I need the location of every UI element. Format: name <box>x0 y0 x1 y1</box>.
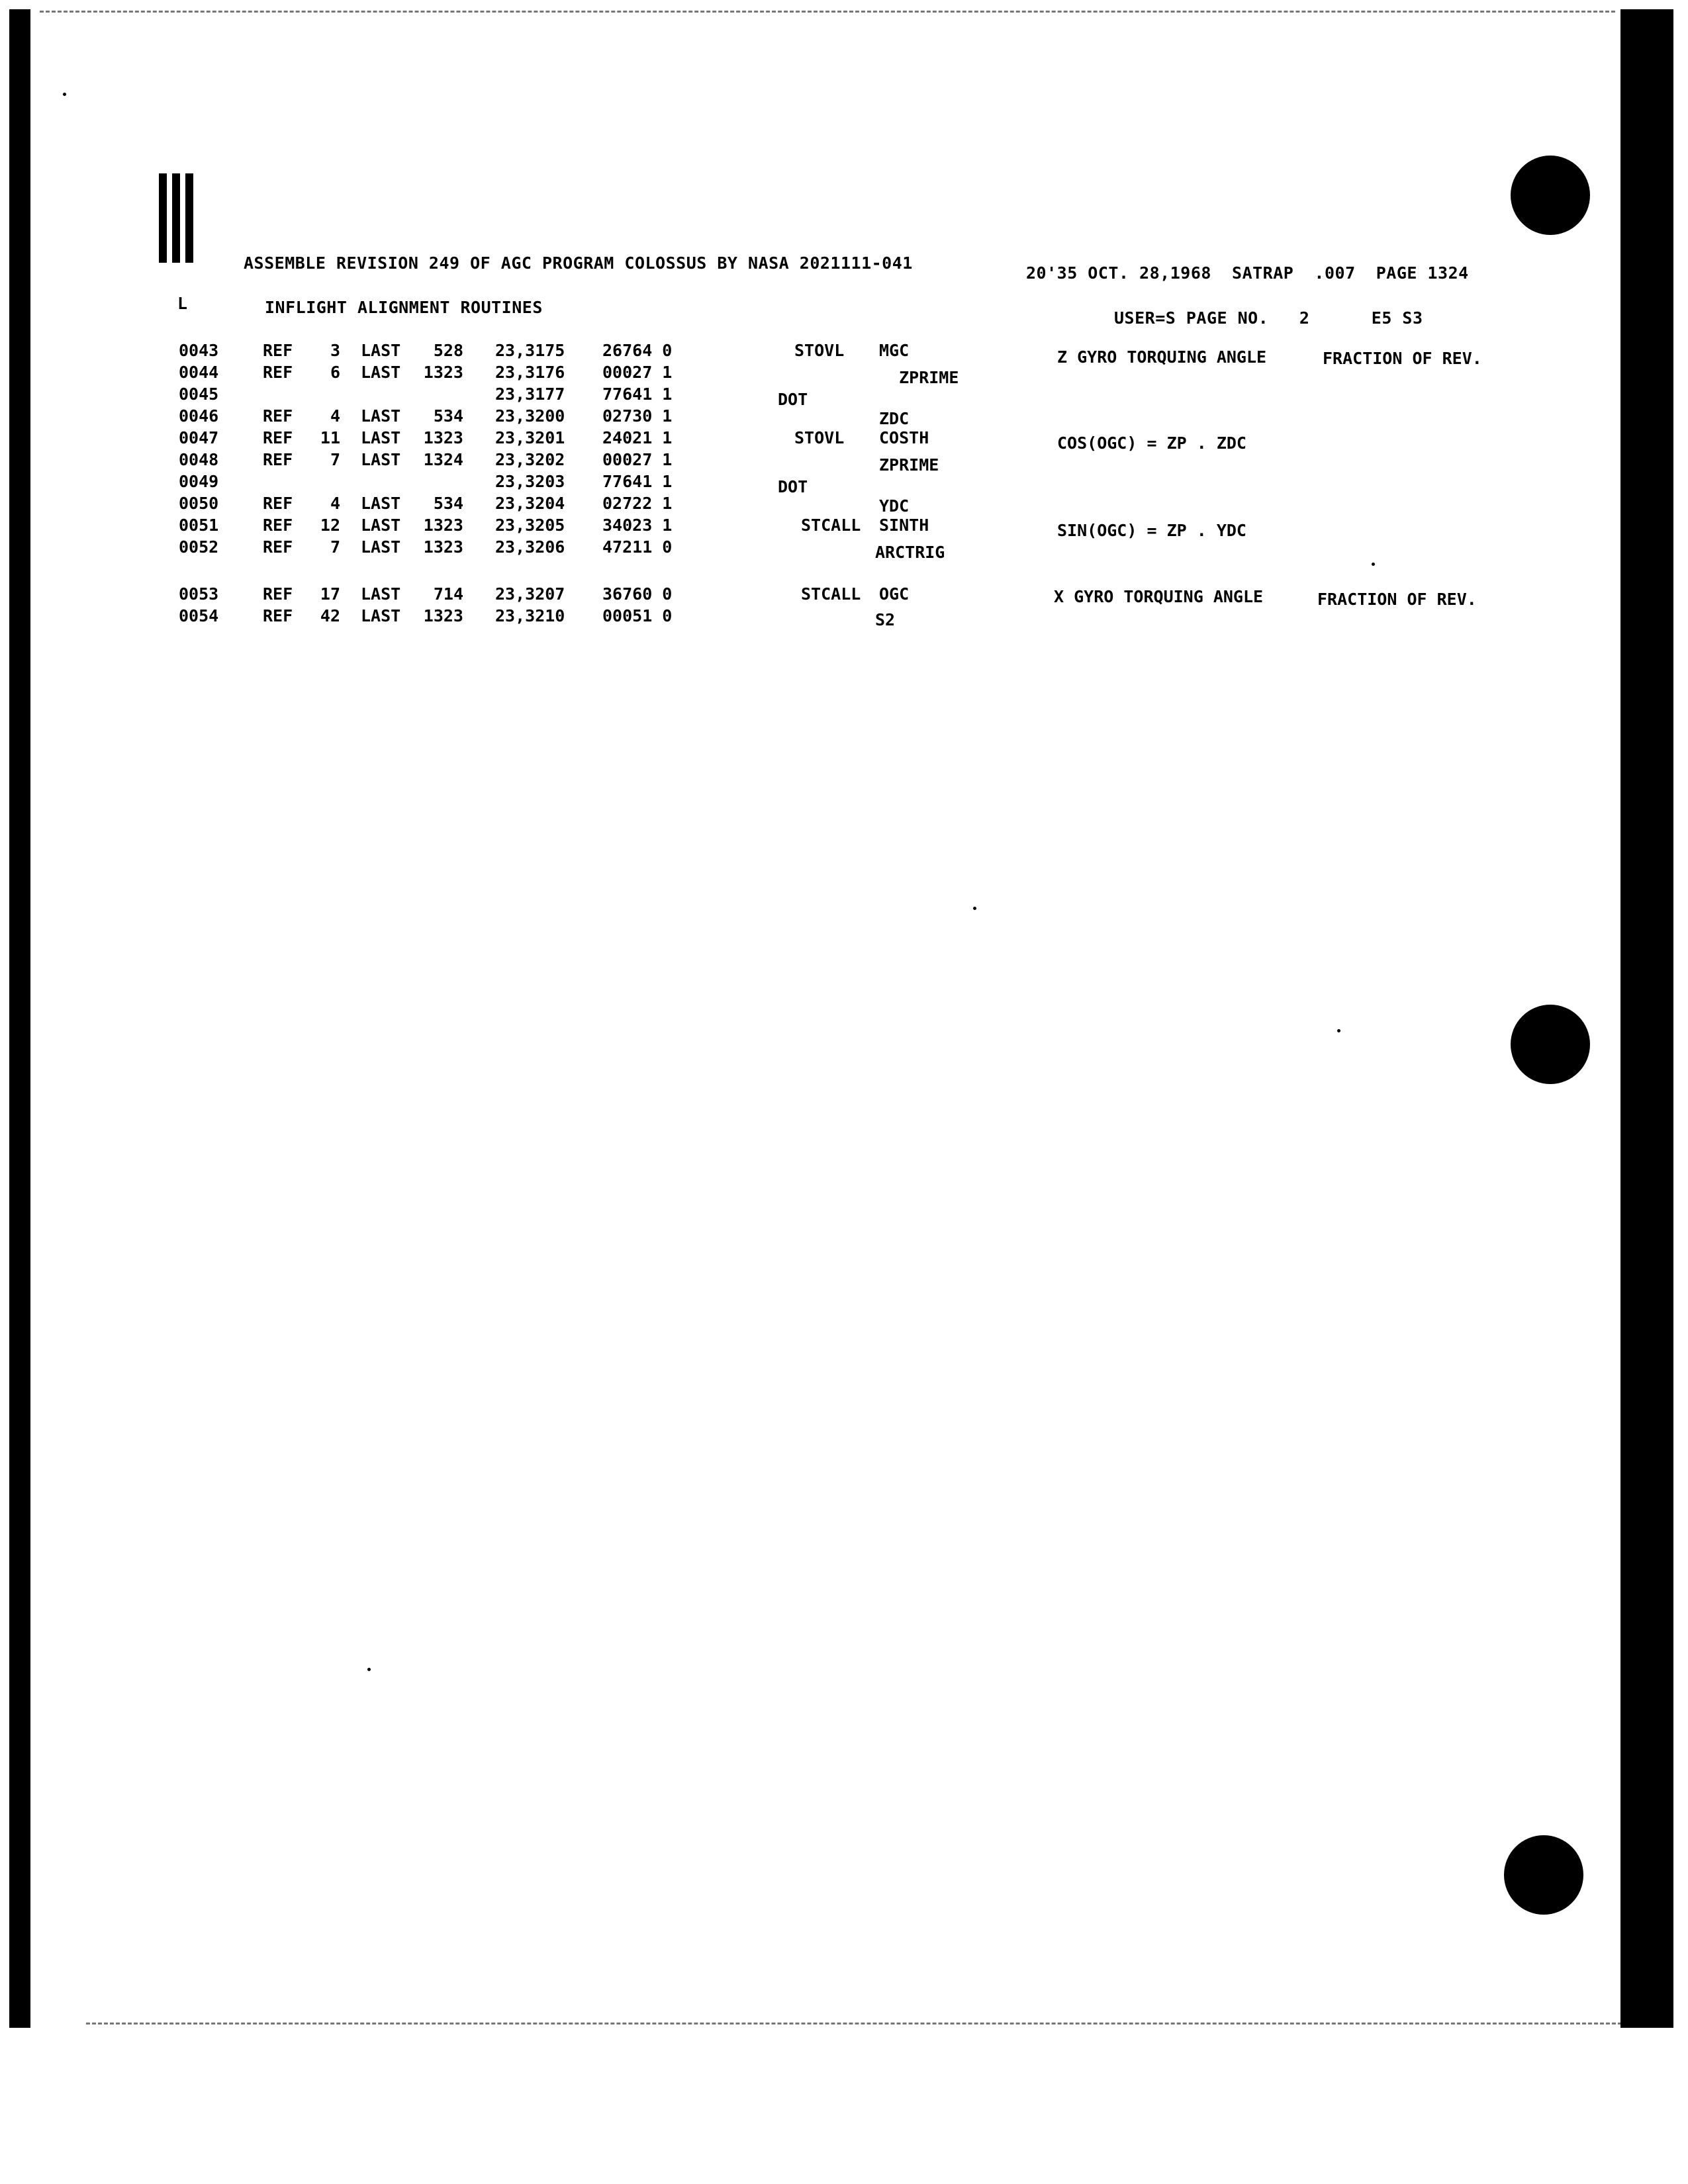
last-line: 1323 <box>423 606 463 625</box>
ref-marker: REF <box>263 363 293 382</box>
seq-number: 0047 <box>179 428 219 447</box>
operand: OGC <box>879 584 910 604</box>
seq-number: 0054 <box>179 606 219 625</box>
last-marker: LAST <box>361 428 401 447</box>
ref-marker: REF <box>263 584 293 604</box>
last-marker: LAST <box>361 363 401 382</box>
bottom-perforation-edge <box>86 2023 1622 2025</box>
header-date-page: 20'35 OCT. 28,1968 SATRAP .007 PAGE 1324 <box>1026 263 1469 283</box>
opcode: STCALL <box>801 584 861 604</box>
last-line: 528 <box>433 341 463 360</box>
ref-marker: REF <box>263 494 293 513</box>
last-line: 534 <box>433 494 463 513</box>
comment: Z GYRO TORQUING ANGLE <box>1057 347 1267 367</box>
operand: ZPRIME <box>879 368 959 387</box>
last-marker: LAST <box>361 406 401 426</box>
punch-hole-bottom <box>1504 1835 1583 1915</box>
ref-marker: REF <box>263 406 293 426</box>
ref-count: 11 <box>320 428 340 447</box>
octal-word: 00027 1 <box>602 363 673 382</box>
punch-hole-top <box>1511 156 1590 235</box>
opcode: STOVL <box>794 428 845 447</box>
address: 23,3210 <box>495 606 565 625</box>
scan-speck <box>367 1668 371 1671</box>
last-marker: LAST <box>361 606 401 625</box>
octal-word: 47211 0 <box>602 537 673 557</box>
section-title: INFLIGHT ALIGNMENT ROUTINES <box>265 298 543 317</box>
address: 23,3203 <box>495 472 565 491</box>
operand: S2 <box>875 610 896 629</box>
comment: X GYRO TORQUING ANGLE <box>1054 587 1264 606</box>
scan-speck <box>1337 1029 1340 1032</box>
seq-number: 0045 <box>179 385 219 404</box>
last-marker: LAST <box>361 537 401 557</box>
ref-count: 4 <box>330 406 340 426</box>
ref-count: 7 <box>330 537 340 557</box>
address: 23,3177 <box>495 385 565 404</box>
operand: SINTH <box>879 516 929 535</box>
last-marker: LAST <box>361 494 401 513</box>
comment: COS(OGC) = ZP . ZDC <box>1057 433 1246 453</box>
header-user-page-no: USER=S PAGE NO. 2 E5 S3 <box>1114 308 1423 328</box>
octal-word: 24021 1 <box>602 428 673 447</box>
last-line: 1323 <box>423 537 463 557</box>
ref-count: 42 <box>320 606 340 625</box>
seq-number: 0048 <box>179 450 219 469</box>
octal-word: 34023 1 <box>602 516 673 535</box>
address: 23,3175 <box>495 341 565 360</box>
ref-marker: REF <box>263 537 293 557</box>
ref-marker: REF <box>263 428 293 447</box>
last-marker: LAST <box>361 341 401 360</box>
last-line: 1323 <box>423 428 463 447</box>
comment-units: FRACTION OF REV. <box>1323 349 1482 368</box>
address: 23,3201 <box>495 428 565 447</box>
last-line: 534 <box>433 406 463 426</box>
operand: ZDC <box>879 409 910 428</box>
ref-count: 6 <box>330 363 340 382</box>
scan-speck <box>1372 563 1375 566</box>
comment-units: FRACTION OF REV. <box>1317 590 1477 609</box>
seq-number: 0052 <box>179 537 219 557</box>
last-marker: LAST <box>361 450 401 469</box>
address: 23,3207 <box>495 584 565 604</box>
ref-count: 7 <box>330 450 340 469</box>
ref-count: 3 <box>330 341 340 360</box>
punch-hole-middle <box>1511 1005 1590 1084</box>
octal-word: 02722 1 <box>602 494 673 513</box>
operand: MGC <box>879 341 910 360</box>
last-line: 1323 <box>423 516 463 535</box>
last-line: 1323 <box>423 363 463 382</box>
seq-number: 0050 <box>179 494 219 513</box>
seq-number: 0043 <box>179 341 219 360</box>
ref-count: 12 <box>320 516 340 535</box>
address: 23,3200 <box>495 406 565 426</box>
opcode: STCALL <box>801 516 861 535</box>
octal-word: 77641 1 <box>602 472 673 491</box>
ref-count: 4 <box>330 494 340 513</box>
ref-marker: REF <box>263 516 293 535</box>
header-l-marker: L <box>177 294 188 313</box>
ref-marker: REF <box>263 606 293 625</box>
address: 23,3202 <box>495 450 565 469</box>
top-perforation-edge <box>40 11 1615 13</box>
octal-word: 36760 0 <box>602 584 673 604</box>
comment: SIN(OGC) = ZP . YDC <box>1057 521 1246 540</box>
last-marker: LAST <box>361 584 401 604</box>
ref-marker: REF <box>263 341 293 360</box>
operand: YDC <box>879 496 910 516</box>
seq-number: 0046 <box>179 406 219 426</box>
octal-word: 77641 1 <box>602 385 673 404</box>
operand: ZPRIME <box>879 455 939 475</box>
header-program-title: ASSEMBLE REVISION 249 OF AGC PROGRAM COLOSSUS BY NASA 2021111-041 <box>244 253 913 273</box>
address: 23,3205 <box>495 516 565 535</box>
opcode: STOVL <box>794 341 845 360</box>
left-scan-border <box>9 9 30 2028</box>
right-scan-border <box>1620 9 1673 2028</box>
margin-bar-mark <box>159 173 199 263</box>
octal-word: 00051 0 <box>602 606 673 625</box>
octal-word: 02730 1 <box>602 406 673 426</box>
ref-marker: REF <box>263 450 293 469</box>
ref-count: 17 <box>320 584 340 604</box>
opcode: DOT <box>778 390 808 409</box>
seq-number: 0051 <box>179 516 219 535</box>
scan-speck <box>973 907 976 910</box>
octal-word: 00027 1 <box>602 450 673 469</box>
last-line: 714 <box>433 584 463 604</box>
opcode: DOT <box>778 477 808 496</box>
seq-number: 0044 <box>179 363 219 382</box>
seq-number: 0049 <box>179 472 219 491</box>
last-line: 1324 <box>423 450 463 469</box>
operand: ARCTRIG <box>875 543 945 562</box>
address: 23,3204 <box>495 494 565 513</box>
octal-word: 26764 0 <box>602 341 673 360</box>
last-marker: LAST <box>361 516 401 535</box>
operand: COSTH <box>879 428 929 447</box>
scan-speck <box>63 93 66 96</box>
address: 23,3206 <box>495 537 565 557</box>
seq-number: 0053 <box>179 584 219 604</box>
address: 23,3176 <box>495 363 565 382</box>
